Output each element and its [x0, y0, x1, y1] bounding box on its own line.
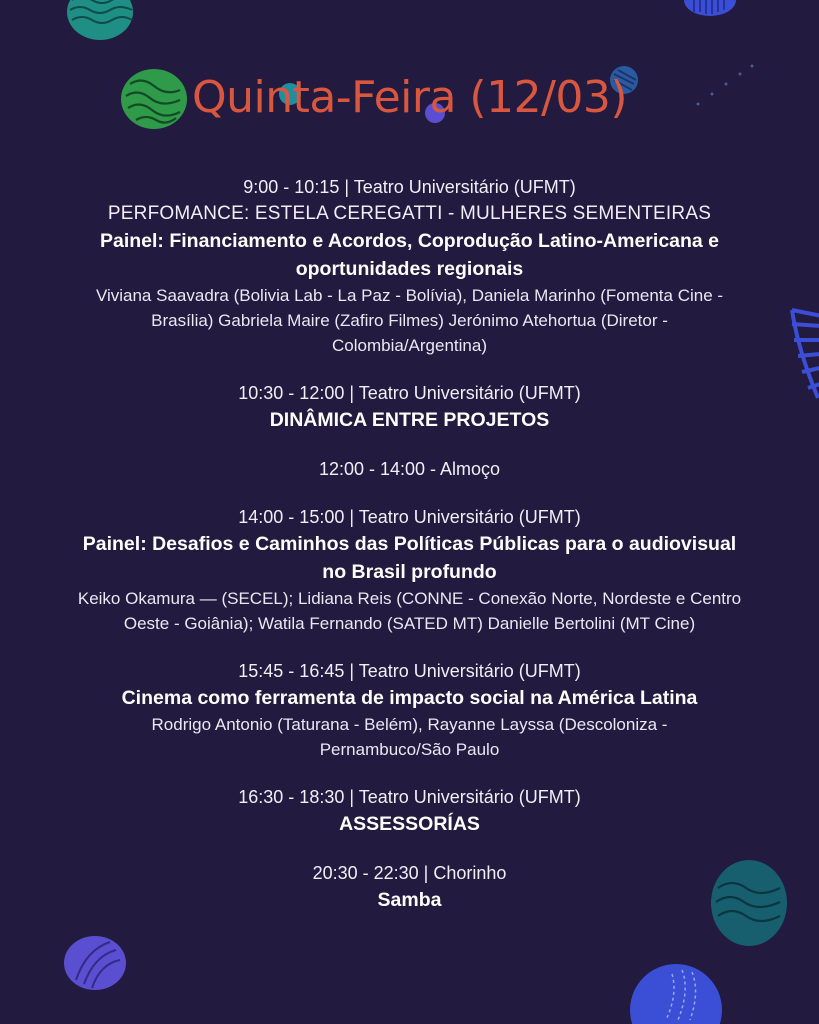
blue-blob-bottom-decoration	[626, 960, 726, 1024]
item-heading: Painel: Financiamento e Acordos, Coprodução Latino-Americana e oportunidades regionais	[99, 230, 720, 280]
film-strip-decoration	[788, 306, 819, 402]
item-participants: Viviana Saavadra (Bolivia Lab - La Paz - Bolívia), Daniela Marinho (Fomenta Cine - Brasília) Gabriela Maire (Zafiro Filmes) Jerónimo Atehortua (Diretor - Colombia/Argentina)	[95, 286, 724, 355]
item-time-venue: 9:00 - 10:15 | Teatro Universitário (UFMT)	[243, 177, 576, 197]
item-break: 12:00 - 14:00 - Almoço	[318, 459, 501, 479]
schedule-item	[60, 380, 759, 434]
item-participants: Rodrigo Antonio (Taturana - Belém), Rayanne Layssa (Descoloniza - Pernambuco/São Paulo	[151, 715, 668, 759]
page-title: Quinta-Feira (12/03)	[191, 72, 628, 123]
item-time-venue: 20:30 - 22:30 | Chorinho	[312, 863, 507, 883]
item-time-venue: 14:00 - 15:00 | Teatro Universitário (UFMT)	[238, 507, 581, 527]
schedule-item	[60, 784, 759, 838]
item-participants: Keiko Okamura — (SECEL); Lidiana Reis (CONNE - Conexão Norte, Nordeste e Centro Oeste - Goiânia); Watila Fernando (SATED MT) Danielle Bertolini (MT Cine)	[77, 589, 742, 633]
item-heading: Cinema como ferramenta de impacto social na América Latina	[121, 687, 698, 709]
schedule-item	[60, 504, 759, 636]
item-heading: DINÂMICA ENTRE PROJETOS	[269, 409, 550, 431]
schedule-item	[60, 860, 759, 914]
purple-blob-decoration	[62, 934, 128, 992]
teal-blob-decoration	[64, 0, 136, 44]
schedule-item	[60, 174, 759, 358]
item-heading: Samba	[377, 889, 442, 911]
item-time-venue: 10:30 - 12:00 | Teatro Universitário (UFMT)	[238, 383, 581, 403]
item-time-venue: 16:30 - 18:30 | Teatro Universitário (UFMT)	[238, 787, 581, 807]
schedule-item	[60, 658, 759, 762]
item-performance: PERFOMANCE: ESTELA CEREGATTI - MULHERES SEMENTEIRAS	[107, 203, 712, 224]
item-heading: ASSESSORÍAS	[339, 813, 480, 835]
schedule-list	[60, 174, 759, 936]
blue-blob-top-decoration	[680, 0, 740, 18]
item-heading: Painel: Desafios e Caminhos das Políticas Públicas para o audiovisual no Brasil profundo	[82, 533, 737, 583]
item-time-venue: 15:45 - 16:45 | Teatro Universitário (UFMT)	[238, 661, 581, 681]
schedule-item	[60, 456, 759, 482]
